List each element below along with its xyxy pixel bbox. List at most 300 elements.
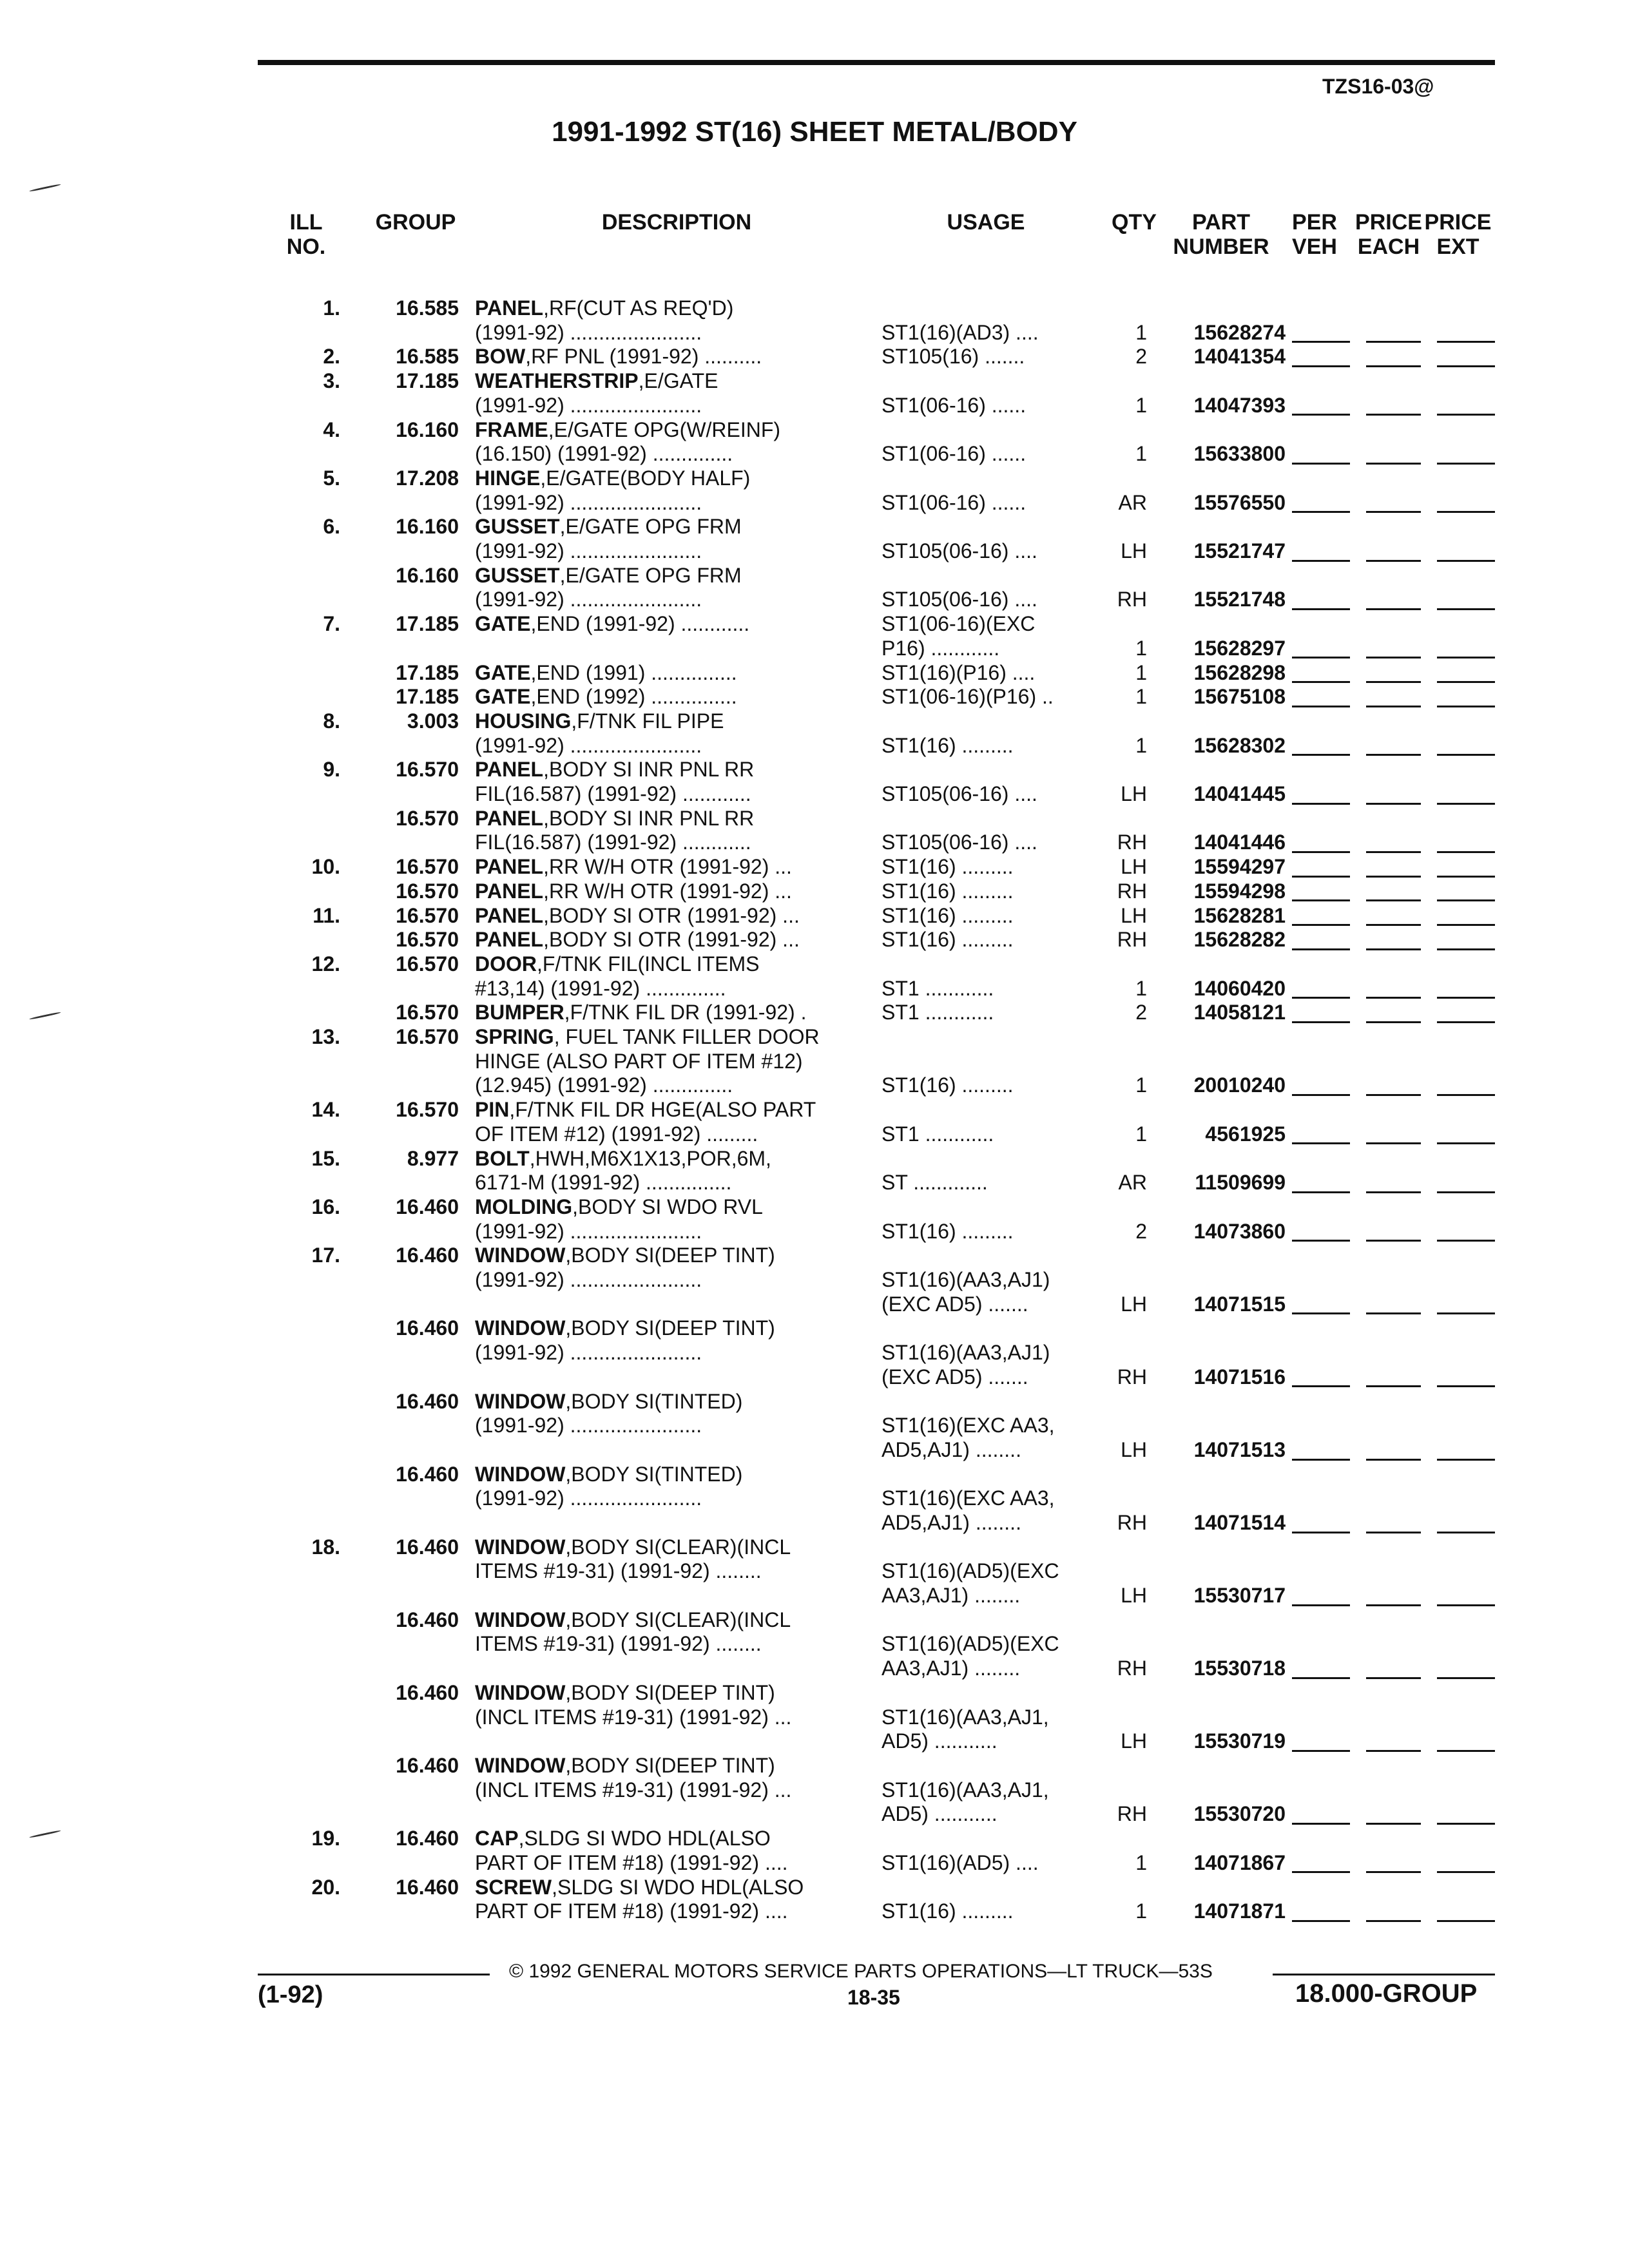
- table-row: [0, 807, 1629, 855]
- price-blanks: [1292, 831, 1498, 855]
- description: [475, 1390, 874, 1414]
- description: [475, 418, 874, 443]
- description: [475, 1147, 874, 1171]
- group-code: 16.460: [396, 1875, 459, 1899]
- group-code: 16.570: [396, 903, 459, 927]
- per-veh-blank: [1292, 997, 1350, 999]
- description-cont: [475, 1559, 874, 1584]
- part-name: WINDOW: [475, 1389, 566, 1413]
- description-cont: [475, 734, 874, 758]
- table-row: [0, 1001, 1629, 1025]
- price-blanks: [1292, 588, 1498, 612]
- usage: ST1(06-16)(EXC: [882, 612, 1036, 636]
- table-row: [0, 661, 1629, 686]
- description-text: ,F/TNK FIL PIPE: [571, 709, 724, 733]
- group-code: 3.003: [407, 709, 459, 733]
- usage: ST1(16)(AD3) ....: [882, 320, 1039, 344]
- description-cont: [475, 1341, 874, 1365]
- description-text: ,BODY SI OTR (1991-92) ...: [543, 928, 800, 952]
- usage: AD5) ...........: [882, 1802, 998, 1826]
- description-text: ,BODY SI WDO RVL: [572, 1195, 763, 1218]
- per-veh-blank: [1292, 657, 1350, 658]
- price-ext-blank: [1437, 706, 1495, 707]
- qty: AR: [1118, 490, 1147, 514]
- per-veh-blank: [1292, 341, 1350, 343]
- description: [475, 1316, 874, 1341]
- part-name: GATE: [475, 612, 531, 636]
- part-name: PIN: [475, 1098, 510, 1122]
- description-text: ,RR W/H OTR (1991-92) ...: [543, 855, 792, 879]
- ill-no: 10.: [311, 855, 340, 879]
- description-cont: [475, 1706, 874, 1730]
- table-row: [0, 928, 1629, 952]
- table-row: [0, 904, 1629, 928]
- price-each-blank: [1366, 803, 1421, 805]
- description-text: ,E/GATE OPG(W/REINF): [548, 418, 781, 441]
- price-blanks: [1292, 539, 1498, 564]
- price-blanks: [1292, 879, 1498, 904]
- price-each-blank: [1366, 899, 1421, 901]
- qty: LH: [1121, 903, 1147, 927]
- price-ext-blank: [1437, 997, 1495, 999]
- group-code: 17.185: [396, 612, 459, 636]
- ill-no: 15.: [311, 1146, 340, 1170]
- description-cont: [475, 1632, 874, 1657]
- description-text: ,BODY SI(TINTED): [565, 1462, 743, 1486]
- description: [475, 855, 874, 879]
- description-text: PART OF ITEM #18) (1991-92) ....: [475, 1850, 788, 1874]
- price-ext-blank: [1437, 511, 1495, 513]
- group-code: 17.185: [396, 685, 459, 709]
- description-text: (1991-92) .......................: [475, 393, 702, 417]
- price-blanks: [1292, 1365, 1498, 1390]
- price-each-blank: [1366, 1532, 1421, 1533]
- part-name: FRAME: [475, 418, 548, 441]
- per-veh-blank: [1292, 1532, 1350, 1533]
- usage: ST1(06-16) ......: [882, 490, 1027, 514]
- table-row: [0, 1195, 1629, 1244]
- part-number: 14041446: [1193, 831, 1286, 854]
- description-text: ,END (1991-92) ............: [530, 612, 750, 636]
- header-description: DESCRIPTION: [601, 210, 752, 235]
- part-number: 15628281: [1193, 903, 1286, 927]
- table-row: [0, 466, 1629, 515]
- part-number: 14071867: [1193, 1850, 1286, 1874]
- usage: ST1(06-16)(P16) ..: [882, 685, 1054, 709]
- price-ext-blank: [1437, 1312, 1495, 1314]
- per-veh-blank: [1292, 924, 1350, 926]
- description-text: ,E/GATE OPG FRM: [559, 563, 742, 587]
- header-part-number: PART NUMBER: [1173, 210, 1269, 259]
- qty: 1: [1135, 1073, 1147, 1097]
- price-blanks: [1292, 1001, 1498, 1025]
- per-veh-blank: [1292, 1677, 1350, 1679]
- qty: RH: [1117, 1802, 1147, 1826]
- price-blanks: [1292, 1511, 1498, 1535]
- qty: 1: [1135, 1122, 1147, 1146]
- qty: 2: [1135, 1001, 1147, 1024]
- part-number: 14071513: [1193, 1437, 1286, 1461]
- description-cont: [475, 1220, 874, 1244]
- price-blanks: [1292, 442, 1498, 466]
- table-row: [0, 515, 1629, 563]
- usage: ST1(06-16) ......: [882, 442, 1027, 466]
- usage: ST1 ............: [882, 976, 994, 1000]
- price-each-blank: [1366, 1385, 1421, 1387]
- part-name: GUSSET: [475, 563, 560, 587]
- description-cont: [475, 1414, 874, 1438]
- price-blanks: [1292, 321, 1498, 345]
- group-code: 16.460: [396, 1462, 459, 1486]
- description: [475, 1608, 874, 1633]
- ill-no: 20.: [311, 1875, 340, 1899]
- usage: ST1(16)(EXC AA3,: [882, 1486, 1055, 1510]
- group-code: 16.460: [396, 1535, 459, 1559]
- part-number: 15530718: [1193, 1657, 1286, 1680]
- group-code: 16.570: [396, 1001, 459, 1024]
- per-veh-blank: [1292, 1385, 1350, 1387]
- part-number: 14058121: [1193, 1001, 1286, 1024]
- description-text: ,END (1991) ...............: [530, 660, 737, 684]
- qty: LH: [1121, 539, 1147, 562]
- group-code: 16.460: [396, 1389, 459, 1413]
- description-text: ,BODY SI INR PNL RR: [543, 758, 755, 782]
- ill-no: 11.: [313, 903, 340, 927]
- part-name: WEATHERSTRIP: [475, 369, 639, 393]
- description-text: (1991-92) .......................: [475, 733, 702, 757]
- part-name: SCREW: [475, 1875, 552, 1899]
- price-ext-blank: [1437, 608, 1495, 610]
- per-veh-blank: [1292, 560, 1350, 562]
- table-row: [0, 1681, 1629, 1754]
- description-text: (INCL ITEMS #19-31) (1991-92) ...: [475, 1778, 792, 1802]
- group-code: 16.160: [396, 515, 459, 539]
- description-cont: [475, 588, 874, 612]
- group-code: 16.460: [396, 1244, 459, 1267]
- description-text: ,BODY SI(TINTED): [565, 1389, 743, 1413]
- description-cont: [475, 1851, 874, 1876]
- description-text: OF ITEM #12) (1991-92) .........: [475, 1122, 758, 1146]
- description-cont: [475, 321, 874, 345]
- qty: 1: [1135, 660, 1147, 684]
- description: [475, 515, 874, 539]
- footer-rule-right: [1273, 1974, 1495, 1975]
- table-row: [0, 1827, 1629, 1875]
- per-veh-blank: [1292, 1021, 1350, 1023]
- part-name: GUSSET: [475, 515, 560, 539]
- part-name: WINDOW: [475, 1316, 566, 1340]
- usage: ST1(16) .........: [882, 733, 1014, 757]
- price-ext-blank: [1437, 899, 1495, 901]
- part-number: 15628282: [1193, 928, 1286, 952]
- price-ext-blank: [1437, 1750, 1495, 1752]
- price-each-blank: [1366, 1920, 1421, 1922]
- qty: LH: [1121, 1729, 1147, 1753]
- price-each-blank: [1366, 706, 1421, 707]
- ill-no: 16.: [311, 1195, 340, 1218]
- usage: ST1(16) .........: [882, 879, 1014, 903]
- per-veh-blank: [1292, 681, 1350, 683]
- qty: RH: [1117, 1510, 1147, 1534]
- price-each-blank: [1366, 681, 1421, 683]
- description-text: (1991-92) .......................: [475, 320, 702, 344]
- table-row: [0, 855, 1629, 879]
- usage: ST1(16) .........: [882, 1219, 1014, 1243]
- description-cont: [475, 1050, 874, 1074]
- description-text: (12.945) (1991-92) ..............: [475, 1073, 733, 1097]
- usage: ST105(06-16) ....: [882, 588, 1037, 611]
- group-code: 17.208: [396, 466, 459, 490]
- part-name: PANEL: [475, 928, 544, 952]
- group-code: 16.570: [396, 806, 459, 830]
- price-ext-blank: [1437, 1920, 1495, 1922]
- part-number: 14073860: [1193, 1219, 1286, 1243]
- price-blanks: [1292, 1802, 1498, 1827]
- header-price-ext: PRICE EXT: [1424, 210, 1492, 259]
- price-blanks: [1292, 782, 1498, 807]
- description-text: ,RF PNL (1991-92) ..........: [525, 345, 762, 369]
- part-number: 15530717: [1193, 1584, 1286, 1608]
- price-ext-blank: [1437, 414, 1495, 416]
- qty: 1: [1135, 733, 1147, 757]
- description-text: (1991-92) .......................: [475, 1414, 702, 1437]
- part-name: MOLDING: [475, 1195, 573, 1218]
- group-code: 16.160: [396, 563, 459, 587]
- per-veh-blank: [1292, 1750, 1350, 1752]
- usage: ST1(16) .........: [882, 1899, 1014, 1923]
- description: [475, 296, 874, 321]
- description: [475, 1195, 874, 1220]
- qty: RH: [1117, 928, 1147, 952]
- qty: 1: [1135, 1850, 1147, 1874]
- per-veh-blank: [1292, 1240, 1350, 1242]
- description-text: ,F/TNK FIL DR HGE(ALSO PART: [509, 1098, 816, 1122]
- price-ext-blank: [1437, 1677, 1495, 1679]
- price-ext-blank: [1437, 681, 1495, 683]
- table-row: [0, 1390, 1629, 1463]
- header-qty: QTY: [1112, 210, 1157, 235]
- description-text: (1991-92) .......................: [475, 490, 702, 514]
- per-veh-blank: [1292, 803, 1350, 805]
- price-ext-blank: [1437, 1021, 1495, 1023]
- part-number: 15576550: [1193, 490, 1286, 514]
- qty: 1: [1135, 685, 1147, 709]
- price-blanks: [1292, 1293, 1498, 1317]
- description: [475, 1001, 874, 1025]
- usage: AA3,AJ1) ........: [882, 1657, 1021, 1680]
- qty: RH: [1117, 879, 1147, 903]
- ill-no: 9.: [323, 758, 340, 782]
- per-veh-blank: [1292, 1823, 1350, 1825]
- table-row: [0, 758, 1629, 806]
- qty: RH: [1117, 1657, 1147, 1680]
- price-ext-blank: [1437, 1459, 1495, 1461]
- qty: 1: [1135, 393, 1147, 417]
- price-each-blank: [1366, 997, 1421, 999]
- price-blanks: [1292, 1073, 1498, 1098]
- description-text: ,E/GATE: [638, 369, 718, 393]
- usage: ST1(16)(AD5)(EXC: [882, 1559, 1059, 1583]
- group-code: 16.570: [396, 879, 459, 903]
- qty: 2: [1135, 1219, 1147, 1243]
- description-text: ,E/GATE OPG FRM: [559, 515, 742, 539]
- description: [475, 1827, 874, 1851]
- group-code: 8.977: [407, 1146, 459, 1170]
- ill-no: 18.: [311, 1535, 340, 1559]
- price-blanks: [1292, 977, 1498, 1001]
- price-blanks: [1292, 661, 1498, 686]
- price-each-blank: [1366, 1871, 1421, 1873]
- price-blanks: [1292, 491, 1498, 515]
- header-usage: USAGE: [947, 210, 1025, 235]
- part-number: 15628297: [1193, 636, 1286, 660]
- per-veh-blank: [1292, 948, 1350, 950]
- table-row: [0, 296, 1629, 345]
- usage: ST1(16)(AA3,AJ1): [882, 1341, 1050, 1365]
- description-text: FIL(16.587) (1991-92) ............: [475, 782, 751, 805]
- usage: ST1 ............: [882, 1001, 994, 1024]
- per-veh-blank: [1292, 876, 1350, 878]
- group-code: 16.460: [396, 1680, 459, 1704]
- usage: ST1(16) .........: [882, 903, 1014, 927]
- price-ext-blank: [1437, 341, 1495, 343]
- description-cont: [475, 394, 874, 418]
- price-blanks: [1292, 1438, 1498, 1463]
- description-text: (1991-92) .......................: [475, 539, 702, 562]
- description: [475, 564, 874, 588]
- part-number: 14071516: [1193, 1365, 1286, 1389]
- price-blanks: [1292, 904, 1498, 928]
- description-text: PART OF ITEM #18) (1991-92) ....: [475, 1899, 788, 1923]
- description-cont: [475, 1778, 874, 1803]
- price-ext-blank: [1437, 803, 1495, 805]
- description: [475, 709, 874, 734]
- header-group: GROUP: [375, 210, 456, 235]
- table-row: [0, 369, 1629, 418]
- price-each-blank: [1366, 1604, 1421, 1606]
- price-each-blank: [1366, 924, 1421, 926]
- description-text: (1991-92) .......................: [475, 1341, 702, 1365]
- description-text: ,F/TNK FIL(INCL ITEMS: [537, 952, 760, 975]
- table-row: [0, 1244, 1629, 1316]
- description-text: (INCL ITEMS #19-31) (1991-92) ...: [475, 1705, 792, 1729]
- ill-no: 6.: [323, 515, 340, 539]
- ill-no: 5.: [323, 466, 340, 490]
- part-name: PANEL: [475, 296, 544, 320]
- usage: (EXC AD5) .......: [882, 1365, 1028, 1389]
- part-name: SPRING: [475, 1025, 554, 1048]
- group-code: 16.460: [396, 1316, 459, 1340]
- price-blanks: [1292, 394, 1498, 418]
- price-each-blank: [1366, 341, 1421, 343]
- description-cont: [475, 1899, 874, 1924]
- price-ext-blank: [1437, 365, 1495, 367]
- qty: RH: [1117, 588, 1147, 611]
- price-ext-blank: [1437, 1142, 1495, 1144]
- price-each-blank: [1366, 1823, 1421, 1825]
- qty: LH: [1121, 782, 1147, 805]
- ill-no: 17.: [311, 1244, 340, 1267]
- price-each-blank: [1366, 463, 1421, 465]
- description-cont: [475, 831, 874, 855]
- ill-no: 13.: [311, 1025, 340, 1048]
- table-row: [0, 709, 1629, 758]
- price-each-blank: [1366, 414, 1421, 416]
- description-text: ,BODY SI OTR (1991-92) ...: [543, 903, 800, 927]
- price-ext-blank: [1437, 1532, 1495, 1533]
- part-number: 14060420: [1193, 976, 1286, 1000]
- price-ext-blank: [1437, 1094, 1495, 1096]
- price-blanks: [1292, 1584, 1498, 1608]
- price-blanks: [1292, 1851, 1498, 1876]
- per-veh-blank: [1292, 414, 1350, 416]
- group-code: 16.160: [396, 418, 459, 441]
- price-ext-blank: [1437, 1240, 1495, 1242]
- price-ext-blank: [1437, 1191, 1495, 1193]
- header-per-veh: PER VEH: [1292, 210, 1337, 259]
- footer-rule-left: [258, 1974, 490, 1975]
- price-each-blank: [1366, 657, 1421, 658]
- description-cont: [475, 1486, 874, 1511]
- ill-no: 19.: [311, 1827, 340, 1850]
- per-veh-blank: [1292, 1094, 1350, 1096]
- group-code: 16.570: [396, 855, 459, 879]
- usage: ST1(06-16) ......: [882, 393, 1027, 417]
- qty: AR: [1118, 1171, 1147, 1195]
- description-text: ,BODY SI(DEEP TINT): [565, 1680, 775, 1704]
- ill-no: 4.: [323, 418, 340, 441]
- description: [475, 1098, 874, 1122]
- description-text: ,RR W/H OTR (1991-92) ...: [543, 879, 792, 903]
- per-veh-blank: [1292, 511, 1350, 513]
- description: [475, 612, 874, 637]
- table-row: [0, 1147, 1629, 1195]
- footer-date: (1-92): [258, 1981, 323, 2008]
- table-row: [0, 1025, 1629, 1098]
- description-text: ,F/TNK FIL DR (1991-92) .: [564, 1001, 807, 1024]
- per-veh-blank: [1292, 851, 1350, 853]
- table-row: [0, 612, 1629, 660]
- description: [475, 1681, 874, 1706]
- footer-copyright: © 1992 GENERAL MOTORS SERVICE PARTS OPERATIONS—LT TRUCK—53S: [509, 1961, 1213, 1982]
- group-code: 16.460: [396, 1754, 459, 1777]
- price-ext-blank: [1437, 948, 1495, 950]
- header-ill-no: ILL NO.: [286, 210, 326, 259]
- description-text: ,BODY SI INR PNL RR: [543, 806, 755, 830]
- description-text: ,BODY SI(DEEP TINT): [565, 1316, 775, 1340]
- table-row: [0, 1754, 1629, 1827]
- description: [475, 807, 874, 831]
- price-each-blank: [1366, 511, 1421, 513]
- description: [475, 661, 874, 686]
- price-ext-blank: [1437, 463, 1495, 465]
- per-veh-blank: [1292, 365, 1350, 367]
- price-each-blank: [1366, 365, 1421, 367]
- per-veh-blank: [1292, 1871, 1350, 1873]
- description-cont: [475, 1171, 874, 1195]
- description-text: ,BODY SI(DEEP TINT): [565, 1244, 775, 1267]
- ill-no: 8.: [323, 709, 340, 733]
- table-row: [0, 1316, 1629, 1389]
- usage: ST1(16) .........: [882, 928, 1014, 952]
- price-blanks: [1292, 1171, 1498, 1195]
- ill-no: 2.: [323, 345, 340, 369]
- price-each-blank: [1366, 1750, 1421, 1752]
- part-number: 14071871: [1193, 1899, 1286, 1923]
- group-code: 16.460: [396, 1827, 459, 1850]
- price-each-blank: [1366, 1677, 1421, 1679]
- part-number: 14071514: [1193, 1510, 1286, 1534]
